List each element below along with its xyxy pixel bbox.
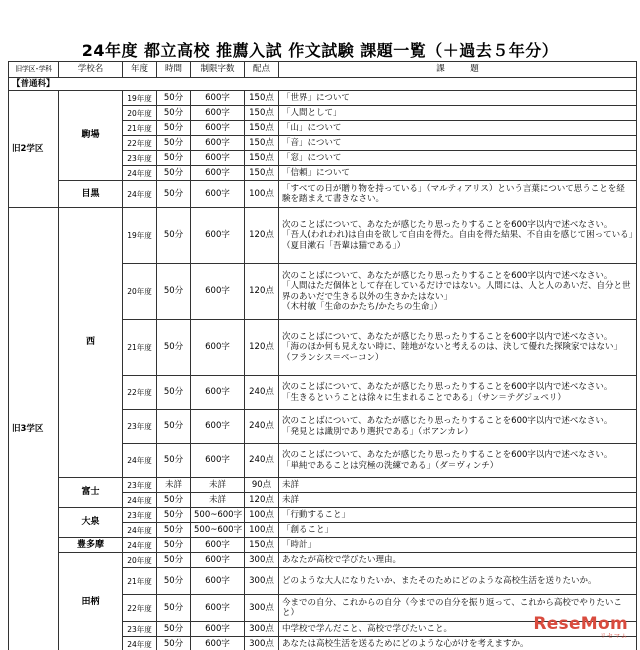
points-cell: 300点: [245, 568, 279, 595]
topic-cell: 中学校で学んだこと、高校で学びたいこと。: [279, 622, 637, 637]
time-cell: 50分: [157, 121, 191, 136]
school-cell: 大泉: [59, 508, 123, 538]
points-cell: 150点: [245, 91, 279, 106]
chars-cell: 600字: [191, 637, 245, 650]
school-cell: 目黒: [59, 181, 123, 208]
section-row: [9, 78, 637, 91]
points-cell: 150点: [245, 136, 279, 151]
chars-cell: 500~600字: [191, 523, 245, 538]
year-cell: 24年度: [123, 166, 157, 181]
chars-cell: 500~600字: [191, 508, 245, 523]
chars-cell: 600字: [191, 568, 245, 595]
topic-cell: 次のことばについて、あなたが感じたり思ったりすることを600字以内で述べなさい。 「吾人(われわれ)は自由を欲して自由を得た。自由を得た結果、不自由を感じて困っている」（夏目漱石「吾輩は猫である」）: [279, 208, 637, 264]
topic-cell: 次のことばについて、あなたが感じたり思ったりすることを600字以内で述べなさい。 「単純であることは究極の洗練である」（ダ＝ヴィンチ）: [279, 444, 637, 478]
table-row: [9, 538, 637, 553]
time-cell: 50分: [157, 136, 191, 151]
time-cell: 50分: [157, 637, 191, 650]
time-cell: 50分: [157, 376, 191, 410]
points-cell: 240点: [245, 410, 279, 444]
chars-cell: 600字: [191, 622, 245, 637]
resemom-logo: [533, 616, 628, 640]
points-cell: 300点: [245, 637, 279, 650]
time-cell: 50分: [157, 151, 191, 166]
header-row: [9, 62, 637, 78]
chars-cell: 600字: [191, 166, 245, 181]
year-cell: 23年度: [123, 410, 157, 444]
points-cell: 240点: [245, 444, 279, 478]
time-cell: 50分: [157, 181, 191, 208]
school-cell: 富士: [59, 478, 123, 508]
chars-cell: 600字: [191, 151, 245, 166]
time-cell: 50分: [157, 444, 191, 478]
points-cell: 150点: [245, 106, 279, 121]
chars-cell: 600字: [191, 320, 245, 376]
topic-cell: 「行動すること」: [279, 508, 637, 523]
points-cell: 300点: [245, 595, 279, 622]
time-cell: 50分: [157, 106, 191, 121]
year-cell: 24年度: [123, 637, 157, 650]
year-cell: 24年度: [123, 523, 157, 538]
points-cell: 240点: [245, 376, 279, 410]
time-cell: 50分: [157, 538, 191, 553]
points-cell: 120点: [245, 208, 279, 264]
topic-cell: 「創ること」: [279, 523, 637, 538]
watermark-sub: リセマム: [600, 633, 628, 640]
chars-cell: 600字: [191, 121, 245, 136]
table-row: [9, 181, 637, 208]
header-topic: 課 題: [279, 62, 637, 78]
chars-cell: 600字: [191, 538, 245, 553]
topic-cell: 「すべての日が贈り物を持っている」（マルティアリス）という言葉について思うことを経験を踏まえて書きなさい。: [279, 181, 637, 208]
time-cell: 50分: [157, 264, 191, 320]
year-cell: 21年度: [123, 320, 157, 376]
topic-cell: 「人間として」: [279, 106, 637, 121]
time-cell: 50分: [157, 493, 191, 508]
district-cell: 旧3学区: [9, 208, 59, 650]
school-cell: 田柄: [59, 553, 123, 650]
chars-cell: 600字: [191, 181, 245, 208]
chars-cell: 600字: [191, 595, 245, 622]
time-cell: 50分: [157, 166, 191, 181]
header-district: 旧学区･学科: [9, 62, 59, 78]
school-cell: 豊多摩: [59, 538, 123, 553]
table-row: [9, 508, 637, 523]
year-cell: 22年度: [123, 595, 157, 622]
points-cell: 150点: [245, 151, 279, 166]
points-cell: 150点: [245, 538, 279, 553]
topic-cell: あなたが高校で学びたい理由。: [279, 553, 637, 568]
time-cell: 未詳: [157, 478, 191, 493]
header-chars: 制限字数: [191, 62, 245, 78]
topic-cell: 「時計」: [279, 538, 637, 553]
topic-cell: 「山」について: [279, 121, 637, 136]
year-cell: 22年度: [123, 376, 157, 410]
time-cell: 50分: [157, 208, 191, 264]
header-school: 学校名: [59, 62, 123, 78]
points-cell: 100点: [245, 181, 279, 208]
topic-cell: 次のことばについて、あなたが感じたり思ったりすることを600字以内で述べなさい。 「人間はただ個体として存在しているだけではない。人間には、人と人のあいだ、自分と世界のあいだで生きる以外の生きかたはない」 （木村敏「生命のかたち/かたちの生命」）: [279, 264, 637, 320]
points-cell: 120点: [245, 264, 279, 320]
points-cell: 300点: [245, 553, 279, 568]
year-cell: 21年度: [123, 121, 157, 136]
year-cell: 22年度: [123, 136, 157, 151]
year-cell: 20年度: [123, 553, 157, 568]
table-row: [9, 553, 637, 568]
points-cell: 150点: [245, 121, 279, 136]
school-cell: 駒場: [59, 91, 123, 181]
header-time: 時間: [157, 62, 191, 78]
topic-cell: 未詳: [279, 493, 637, 508]
year-cell: 24年度: [123, 538, 157, 553]
chars-cell: 未詳: [191, 493, 245, 508]
year-cell: 24年度: [123, 444, 157, 478]
chars-cell: 未詳: [191, 478, 245, 493]
year-cell: 21年度: [123, 568, 157, 595]
year-cell: 23年度: [123, 622, 157, 637]
chars-cell: 600字: [191, 264, 245, 320]
district-cell: 旧2学区: [9, 91, 59, 208]
chars-cell: 600字: [191, 91, 245, 106]
page-title: 24年度 都立高校 推薦入試 作文試験 課題一覧（＋過去５年分）: [81, 41, 559, 60]
topic-cell: 未詳: [279, 478, 637, 493]
header-year: 年度: [123, 62, 157, 78]
time-cell: 50分: [157, 595, 191, 622]
topic-cell: 次のことばについて、あなたが感じたり思ったりすることを600字以内で述べなさい。 「海のほか何も見えない時に、陸地がないと考えるのは、決して優れた探険家ではない」（フランシス＝ベーコン）: [279, 320, 637, 376]
points-cell: 120点: [245, 493, 279, 508]
table-row: [9, 208, 637, 264]
topics-table: [8, 61, 637, 650]
points-cell: 100点: [245, 523, 279, 538]
school-cell: 西: [59, 208, 123, 478]
points-cell: 100点: [245, 508, 279, 523]
time-cell: 50分: [157, 523, 191, 538]
time-cell: 50分: [157, 622, 191, 637]
watermark-brand: ReseMom: [533, 614, 628, 634]
chars-cell: 600字: [191, 376, 245, 410]
topic-cell: どのような大人になりたいか、またそのためにどのような高校生活を送りたいか。: [279, 568, 637, 595]
topic-cell: 「窓」について: [279, 151, 637, 166]
year-cell: 24年度: [123, 181, 157, 208]
topic-cell: 次のことばについて、あなたが感じたり思ったりすることを600字以内で述べなさい。 「生きるということは徐々に生まれることである」（サン＝テグジュペリ）: [279, 376, 637, 410]
points-cell: 150点: [245, 166, 279, 181]
time-cell: 50分: [157, 553, 191, 568]
chars-cell: 600字: [191, 106, 245, 121]
year-cell: 23年度: [123, 478, 157, 493]
header-points: 配点: [245, 62, 279, 78]
chars-cell: 600字: [191, 208, 245, 264]
table-row: [9, 478, 637, 493]
time-cell: 50分: [157, 320, 191, 376]
time-cell: 50分: [157, 410, 191, 444]
topic-cell: 「音」について: [279, 136, 637, 151]
time-cell: 50分: [157, 508, 191, 523]
topic-cell: あなたは高校生活を送るためにどのような心がけを考えますか。: [279, 637, 637, 650]
chars-cell: 600字: [191, 553, 245, 568]
points-cell: 300点: [245, 622, 279, 637]
topic-cell: 次のことばについて、あなたが感じたり思ったりすることを600字以内で述べなさい。 「発見とは識別であり選択である」（ポアンカレ）: [279, 410, 637, 444]
chars-cell: 600字: [191, 444, 245, 478]
section-label: 【普通科】: [9, 78, 637, 91]
points-cell: 120点: [245, 320, 279, 376]
year-cell: 19年度: [123, 91, 157, 106]
year-cell: 24年度: [123, 493, 157, 508]
time-cell: 50分: [157, 91, 191, 106]
year-cell: 19年度: [123, 208, 157, 264]
year-cell: 20年度: [123, 264, 157, 320]
year-cell: 23年度: [123, 508, 157, 523]
topic-cell: 「世界」について: [279, 91, 637, 106]
chars-cell: 600字: [191, 410, 245, 444]
table-row: [9, 91, 637, 106]
topic-cell: 「信頼」について: [279, 166, 637, 181]
chars-cell: 600字: [191, 136, 245, 151]
topic-cell: 今までの自分、これからの自分（今までの自分を振り返って、これから高校でやりたいこと）: [279, 595, 637, 622]
year-cell: 23年度: [123, 151, 157, 166]
time-cell: 50分: [157, 568, 191, 595]
year-cell: 20年度: [123, 106, 157, 121]
points-cell: 90点: [245, 478, 279, 493]
